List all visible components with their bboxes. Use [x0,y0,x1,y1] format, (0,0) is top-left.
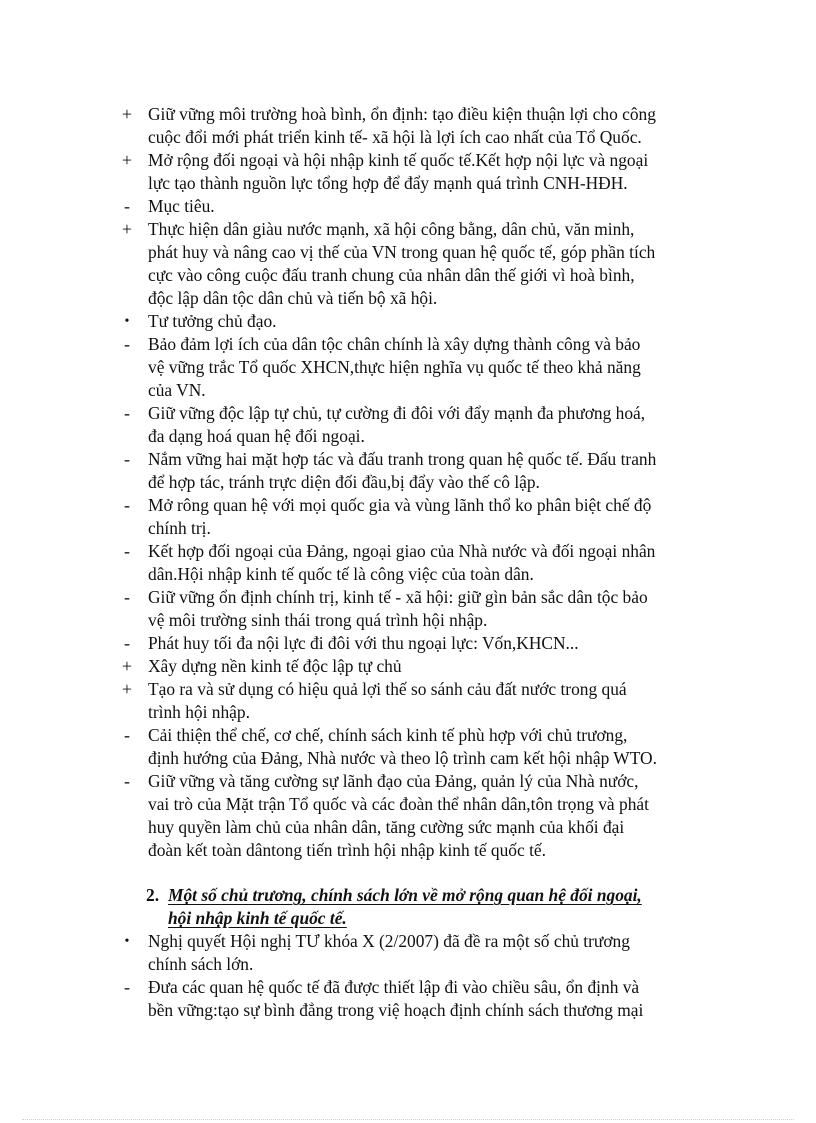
text-line: huy quyền làm chủ của nhân dân, tăng cường sức mạnh của khối đại [148,817,625,837]
list-item-text [148,678,697,724]
text-line: định hướng của Đảng, Nhà nước và theo lộ trình cam kết hội nhập WTO. [148,748,657,768]
text-line: Mục tiêu. [148,196,215,216]
list-item-text [148,149,697,195]
list-item-text [148,310,697,333]
text-line: dân.Hội nhập kinh tế quốc tế là công việc của toàn dân. [148,564,534,584]
text-line: lực tạo thành nguồn lực tổng hợp để đẩy mạnh quá trình CNH-HĐH. [148,173,628,193]
text-line: Giữ vững môi trường hoà bình, ổn định: tạo điều kiện thuận lợi cho công [148,104,656,124]
list-item-text [148,632,697,655]
list-item-text [148,333,697,402]
text-line: của VN. [148,380,206,400]
list-marker: • [124,314,130,329]
list-marker: + [121,104,133,124]
list-item-text [148,494,697,540]
page-bottom-rule [22,1119,794,1120]
list-marker: + [121,150,133,170]
list-item-text [148,655,697,678]
text-line: Bảo đảm lợi ích của dân tộc chân chính là xây dựng thành công và bảo [148,334,641,354]
list-item-text [148,976,697,1022]
list-marker: + [121,679,133,699]
text-line: Cải thiện thể chế, cơ chế, chính sách kinh tế phù hợp với chủ trương, [148,725,628,745]
list-item-text [148,195,697,218]
text-line: Xây dựng nền kinh tế độc lập tự chủ [148,656,402,676]
text-line: chính trị. [148,518,211,538]
list-item-text [148,540,697,586]
list-marker: - [124,977,130,997]
text-line: Phát huy tối đa nội lực đi đôi với thu ngoại lực: Vốn,KHCN... [148,633,579,653]
text-line: vệ môi trường sinh thái trong quá trình hội nhập. [148,610,488,630]
list-marker: - [124,725,130,745]
text-line: Giữ vững và tăng cường sự lãnh đạo của Đảng, quản lý của Nhà nước, [148,771,639,791]
text-line: đa dạng hoá quan hệ đối ngoại. [148,426,365,446]
list-item-text [148,770,697,862]
list-marker: - [124,403,130,423]
text-line: Đưa các quan hệ quốc tế đã được thiết lập đi vào chiều sâu, ổn định và [148,977,640,997]
text-line: Tạo ra và sử dụng có hiệu quả lợi thế so sánh cảu đất nước trong quá [148,679,627,699]
list-marker: - [124,771,130,791]
text-line: Mở rông quan hệ với mọi quốc gia và vùng lãnh thổ ko phân biệt chế độ [148,495,652,515]
list-item-text [148,218,697,310]
text-line: Mở rộng đối ngoại và hội nhập kinh tế quốc tế.Kết hợp nội lực và ngoại [148,150,649,170]
text-line: Kết hợp đối ngoại của Đảng, ngoại giao của Nhà nước và đối ngoại nhân [148,541,656,561]
list-marker: - [124,541,130,561]
text-line: phát huy và nâng cao vị thế của VN trong quan hệ quốc tế, góp phần tích [148,242,656,262]
list-item-text [148,103,697,149]
text-line: Nắm vững hai mặt hợp tác và đấu tranh trong quan hệ quốc tế. Đấu tranh [148,449,657,469]
section-number: 2. [146,885,160,905]
text-line: Tư tưởng chủ đạo. [148,311,277,331]
text-line: Giữ vững độc lập tự chủ, tự cường đi đôi với đẩy mạnh đa phương hoá, [148,403,646,423]
text-line: để hợp tác, tránh trực diện đối đầu,bị đẩy vào thế cô lập. [148,472,540,492]
text-line: bền vững:tạo sự bình đẳng trong việ hoạch định chính sách thương mại [148,1000,644,1020]
text-line: vai trò của Mặt trận Tổ quốc và các đoàn thể nhân dân,tôn trọng và phát [148,794,649,814]
list-item-text [148,448,697,494]
list-marker: - [124,587,130,607]
section-heading [146,884,698,930]
list-marker: - [124,334,130,354]
list-marker: • [124,934,130,949]
section-heading-line: hội nhập kinh tế quốc tế. [168,908,347,928]
list-item-text [148,586,697,632]
section-heading-line: Một số chủ trương, chính sách lớn về mở rộng quan hệ đối ngoại, [168,885,642,905]
list-marker: - [124,449,130,469]
text-line: vệ vững trắc Tổ quốc XHCN,thực hiện nghĩa vụ quốc tế theo khả năng [148,357,641,377]
list-marker: + [121,656,133,676]
text-line: cuộc đổi mới phát triển kinh tế- xã hội là lợi ích cao nhất của Tổ Quốc. [148,127,642,147]
list-item-text [148,724,697,770]
text-line: độc lập dân tộc dân chủ và tiến bộ xã hội. [148,288,438,308]
text-line: đoàn kết toàn dântong tiến trình hội nhập kinh tế quốc tế. [148,840,546,860]
text-line: Nghị quyết Hội nghị TƯ khóa X (2/2007) đã đề ra một số chủ trương [148,931,630,951]
list-item-text [148,402,697,448]
text-line: trình hội nhập. [148,702,250,722]
list-marker: - [124,633,130,653]
list-marker: + [121,219,133,239]
list-item-text [148,930,697,976]
text-line: Giữ vững ổn định chính trị, kinh tế - xã hội: giữ gìn bản sắc dân tộc bảo [148,587,648,607]
text-line: chính sách lớn. [148,954,254,974]
list-marker: - [124,495,130,515]
list-marker: - [124,196,130,216]
text-line: Thực hiện dân giàu nước mạnh, xã hội công bằng, dân chủ, văn minh, [148,219,635,239]
text-line: cực vào công cuộc đấu tranh chung của nhân dân thế giới vì hoà bình, [148,265,635,285]
